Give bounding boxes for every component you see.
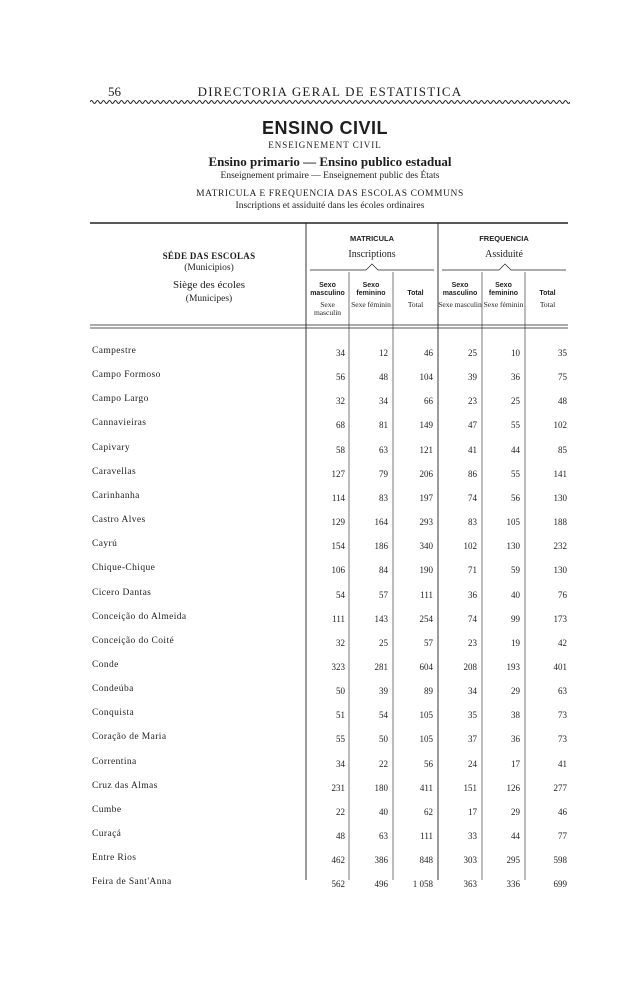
row-value: 277 [553, 782, 567, 793]
table-caption: MATRICULA E FREQUENCIA DAS ESCOLAS COMMUNS [196, 189, 464, 199]
row-value: 323 [331, 661, 345, 672]
row-value: 105 [419, 734, 433, 745]
row-value: 50 [336, 686, 345, 697]
row-value: 47 [468, 420, 477, 431]
row-value: 23 [468, 637, 477, 648]
row-value: 114 [331, 492, 345, 503]
row-value: 35 [468, 710, 477, 721]
row-value: 105 [506, 517, 520, 528]
column-header-label-french: Sexe masculin [438, 300, 482, 309]
row-value: 111 [332, 613, 345, 624]
row-value: 206 [419, 468, 433, 479]
row-value: 29 [511, 806, 520, 817]
row-value: 293 [419, 517, 433, 528]
row-value: 848 [419, 855, 433, 866]
row-value: 254 [419, 613, 433, 624]
row-value: 121 [419, 444, 433, 455]
row-value: 36 [468, 589, 477, 600]
table-caption-french: Inscriptions et assiduité dans les écoles ordinaires [235, 201, 425, 211]
row-value: 73 [558, 710, 567, 721]
page-number: 56 [108, 84, 121, 99]
row-value: 33 [468, 831, 477, 841]
row-municipio: Campo Largo [92, 394, 149, 405]
row-municipio: Caravellas [92, 466, 137, 477]
row-value: 57 [424, 637, 433, 648]
row-value: 10 [511, 348, 520, 358]
row-value: 22 [379, 758, 388, 769]
row-value: 48 [558, 396, 567, 407]
row-value: 50 [379, 734, 388, 745]
column-header-label: Total [539, 290, 556, 297]
row-value: 188 [553, 517, 567, 528]
row-value: 32 [336, 637, 345, 648]
row-value: 127 [331, 468, 345, 479]
row-value: 74 [468, 613, 477, 624]
row-value: 25 [511, 396, 520, 407]
row-value: 34 [379, 396, 388, 407]
stub-subheader: (Municipios) [184, 263, 234, 273]
row-value: 23 [468, 396, 477, 407]
row-value: 17 [468, 806, 477, 817]
row-value: 24 [468, 758, 477, 769]
row-value: 63 [558, 686, 567, 697]
row-municipio: Conceição do Coité [92, 635, 175, 646]
row-value: 84 [379, 565, 388, 576]
row-municipio: Conceição do Almeida [92, 611, 187, 622]
row-value: 232 [553, 541, 567, 552]
row-value: 36 [511, 372, 520, 383]
row-value: 79 [379, 468, 388, 479]
row-value: 295 [506, 855, 520, 866]
row-value: 496 [374, 879, 388, 890]
row-value: 102 [463, 541, 477, 552]
row-value: 126 [506, 782, 520, 793]
column-header-label-french: Sexe féminin [483, 300, 524, 309]
row-value: 41 [558, 758, 567, 769]
row-value: 34 [336, 758, 345, 769]
row-value: 34 [468, 686, 477, 697]
row-value: 34 [336, 348, 345, 358]
row-value: 89 [424, 686, 433, 697]
row-value: 55 [511, 420, 520, 431]
row-value: 190 [419, 565, 433, 576]
row-value: 363 [463, 879, 477, 890]
row-value: 111 [420, 589, 433, 600]
row-value: 63 [379, 831, 388, 841]
row-value: 12 [379, 348, 388, 358]
row-value: 39 [379, 686, 388, 697]
row-municipio: Entre Rios [92, 853, 137, 864]
column-header-label-french: Sexe masculin [313, 300, 342, 317]
row-value: 19 [511, 637, 520, 648]
row-municipio: Cayrú [92, 539, 118, 550]
row-value: 83 [379, 492, 388, 503]
running-title: DIRECTORIA GERAL DE ESTATISTICA [197, 84, 463, 99]
row-value: 411 [419, 782, 433, 793]
row-value: 99 [511, 613, 520, 624]
row-value: 77 [558, 831, 567, 841]
table-subtitle: Ensino primario — Ensino publico estadual [208, 154, 452, 169]
row-value: 104 [419, 372, 433, 383]
row-value: 151 [463, 782, 477, 793]
row-value: 604 [419, 661, 433, 672]
stub-header: SÉDE DAS ESCOLAS [162, 251, 256, 261]
row-value: 55 [511, 468, 520, 479]
column-header-label: Sexo feminino [488, 282, 519, 297]
row-value: 76 [558, 589, 567, 600]
row-value: 48 [379, 372, 388, 383]
row-value: 56 [511, 492, 520, 503]
row-value: 42 [558, 637, 567, 648]
row-value: 74 [468, 492, 477, 503]
row-value: 129 [331, 517, 345, 528]
row-value: 111 [420, 831, 433, 841]
row-municipio: Cruz das Almas [92, 780, 158, 791]
row-value: 25 [468, 348, 477, 358]
row-municipio: Campo Formoso [92, 370, 161, 381]
row-value: 193 [506, 661, 520, 672]
row-municipio: Chique-Chique [92, 563, 156, 574]
row-value: 86 [468, 468, 477, 479]
row-value: 38 [511, 710, 520, 721]
row-value: 35 [558, 348, 567, 358]
row-value: 141 [553, 468, 567, 479]
row-value: 303 [463, 855, 477, 866]
column-header [306, 282, 349, 317]
row-value: 281 [374, 661, 388, 672]
row-value: 54 [336, 589, 345, 600]
row-value: 149 [419, 420, 433, 431]
row-municipio: Cannavieiras [92, 418, 147, 429]
row-value: 73 [558, 734, 567, 745]
row-value: 336 [506, 879, 520, 890]
row-value: 699 [553, 879, 567, 890]
row-value: 462 [331, 855, 345, 866]
row-value: 25 [379, 637, 388, 648]
row-municipio: Correntina [92, 756, 137, 767]
table-subtitle-french: Enseignement primaire — Enseignement public des États [220, 171, 440, 181]
row-value: 130 [553, 492, 567, 503]
row-municipio: Curaçá [92, 829, 122, 839]
row-value: 54 [379, 710, 388, 721]
row-value: 130 [553, 565, 567, 576]
row-municipio: Castro Alves [92, 515, 146, 526]
row-value: 164 [374, 517, 388, 528]
group-header-matricula-french: Inscriptions [348, 249, 396, 260]
row-value: 62 [424, 806, 433, 817]
column-header [438, 282, 482, 309]
row-value: 55 [336, 734, 345, 745]
row-value: 36 [511, 734, 520, 745]
row-value: 1 058 [412, 879, 433, 890]
column-header [482, 282, 525, 309]
row-value: 39 [468, 372, 477, 383]
row-value: 71 [468, 565, 477, 576]
column-header-label: Sexo masculino [310, 282, 345, 297]
section-title: ENSINO CIVIL [261, 118, 388, 138]
row-value: 44 [511, 831, 520, 841]
row-value: 51 [336, 710, 345, 721]
row-municipio: Carinhanha [92, 490, 140, 501]
row-municipio: Cicero Dantas [92, 587, 152, 598]
row-value: 105 [419, 710, 433, 721]
row-municipio: Cumbe [92, 804, 122, 815]
row-value: 81 [379, 420, 388, 431]
row-value: 106 [331, 565, 345, 576]
row-value: 57 [379, 589, 388, 600]
row-value: 197 [419, 492, 433, 503]
row-value: 598 [553, 855, 567, 866]
row-value: 41 [468, 444, 477, 455]
row-value: 401 [553, 661, 567, 672]
row-value: 58 [336, 444, 345, 455]
row-value: 143 [374, 613, 388, 624]
column-header [393, 290, 438, 309]
row-value: 386 [374, 855, 388, 866]
row-value: 59 [511, 565, 520, 576]
row-value: 186 [374, 541, 388, 552]
row-value: 37 [468, 734, 477, 745]
group-header-matricula: MATRICULA [349, 234, 395, 243]
row-value: 40 [379, 806, 388, 817]
row-value: 173 [553, 613, 567, 624]
row-value: 46 [424, 348, 433, 358]
row-value: 63 [379, 444, 388, 455]
row-value: 40 [511, 589, 520, 600]
row-value: 102 [553, 420, 567, 431]
column-header [525, 290, 570, 309]
row-value: 44 [511, 444, 520, 455]
row-value: 32 [336, 396, 345, 407]
row-value: 83 [468, 517, 477, 528]
section-title-french: ENSEIGNEMENT CIVIL [268, 140, 382, 150]
stub-header-french: Siège des écoles [172, 279, 246, 291]
row-municipio: Condeúba [92, 684, 134, 695]
row-value: 66 [424, 396, 433, 407]
row-municipio: Capivary [92, 442, 131, 453]
row-municipio: Feira de Sant'Anna [92, 877, 172, 888]
group-header-frequencia: FREQUENCIA [479, 234, 529, 243]
row-value: 22 [336, 806, 345, 817]
row-municipio: Campestre [92, 346, 137, 356]
row-value: 29 [511, 686, 520, 697]
column-header-label: Sexo feminino [356, 282, 386, 297]
row-value: 48 [336, 831, 345, 841]
row-value: 562 [331, 879, 345, 890]
column-header-label: Total [407, 290, 424, 297]
row-municipio: Conquista [92, 708, 135, 719]
row-value: 231 [331, 782, 345, 793]
row-value: 340 [419, 541, 433, 552]
row-value: 56 [336, 372, 345, 383]
row-value: 85 [558, 444, 567, 455]
column-header-label: Sexo masculino [442, 282, 478, 297]
column-header-label-french: Sexe féminin [351, 300, 391, 309]
row-municipio: Coração de Maria [92, 732, 167, 743]
row-municipio: Conde [92, 659, 119, 670]
group-header-frequencia-french: Assiduité [485, 249, 523, 260]
row-value: 68 [336, 420, 345, 431]
column-header-label-french: Total [539, 300, 556, 309]
column-header-label-french: Total [407, 300, 424, 309]
stub-subheader-french: (Municipes) [185, 294, 233, 304]
row-value: 154 [331, 541, 345, 552]
row-value: 17 [511, 758, 520, 769]
column-header [349, 282, 393, 309]
row-value: 75 [558, 372, 567, 383]
row-value: 56 [424, 758, 433, 769]
row-value: 180 [374, 782, 388, 793]
row-value: 130 [506, 541, 520, 552]
row-value: 208 [463, 661, 477, 672]
row-value: 46 [558, 806, 567, 817]
